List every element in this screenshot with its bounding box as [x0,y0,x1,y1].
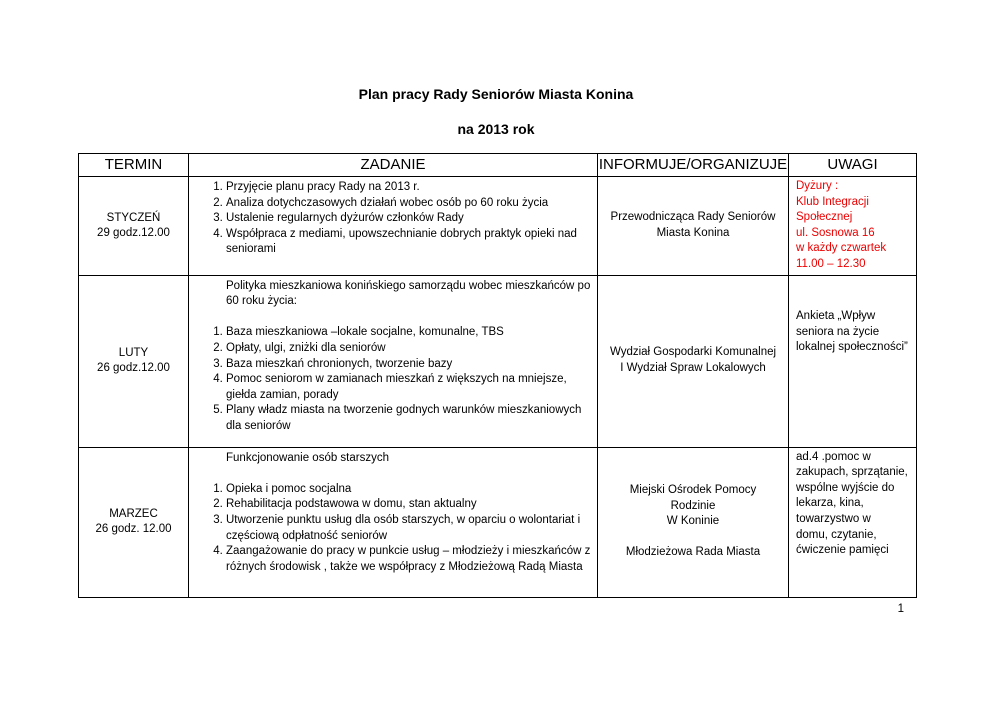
document-subtitle: na 2013 rok [457,121,535,137]
note-line: towarzystwo w [796,512,871,525]
note-line: Społecznej [796,211,853,224]
task-intro: Polityka mieszkaniowa konińskiego samorządu wobec mieszkańców po 60 roku życia: [226,279,591,308]
header-zadanie: ZADANIE [189,154,598,177]
org-line: Młodzieżowa Rada Miasta [625,546,761,559]
task-item: 1. Baza mieszkaniowa –lokale socjalne, komunalne, TBS [226,325,591,341]
term-time: 26 godz. 12.00 [95,523,172,536]
org-line: Miasta Konina [656,226,730,239]
task-item: 2. Opłaty, ulgi, zniżki dla seniorów [226,341,591,357]
note-line: ad.4 .pomoc w [796,450,871,463]
table-row [79,177,917,276]
task-list [197,180,591,258]
org-line: W Koninie [666,515,720,528]
page-number: 1 [897,603,904,615]
task-list [197,325,591,434]
org-cell [598,177,789,276]
note-line: w każdy czwartek [796,242,887,255]
org-cell [598,275,789,447]
task-item: 3. Ustalenie regularnych dyżurów członków Rady [226,211,591,227]
org-line: Wydział Gospodarki Komunalnej [609,346,777,359]
note-line: zakupach, sprzątanie, [796,466,908,479]
task-item: 1. Opieka i pomoc socjalna [226,482,591,498]
task-item: 2. Rehabilitacja podstawowa w domu, stan aktualny [226,497,591,513]
note-cell [789,275,917,447]
term-cell [79,447,189,597]
note-line: seniora na życie [796,325,880,338]
task-item: 3. Utworzenie punktu usług dla osób starszych, w oparciu o wolontariat i częściową odpłatność seniorów [226,513,591,544]
note-cell [789,177,917,276]
note-line: Klub Integracji [796,195,869,208]
task-item: 4. Zaangażowanie do pracy w punkcie usług – młodzieży i mieszkańców z różnych środowisk , także we współpracy z Młodzieżową Radą Miasta [226,544,591,575]
task-item: 3. Baza mieszkań chronionych, tworzenie bazy [226,357,591,373]
task-item: 4. Pomoc seniorom w zamianach mieszkań z większych na mniejsze, giełda zamian, porady [226,372,591,403]
note-line: Ankieta „Wpływ [796,310,876,323]
header-informuje: INFORMUJE/ORGANIZUJE [598,154,789,177]
note-line: Dyżury : [796,180,839,192]
header-row [79,154,917,177]
term-cell [79,275,189,447]
note-line: domu, czytanie, [796,528,877,541]
term-time: 29 godz.12.00 [97,226,170,239]
term-month: STYCZEŃ [106,211,161,224]
task-item: 2. Analiza dotychczasowych działań wobec osób po 60 roku życia [226,196,591,212]
note-line: ćwiczenie pamięci [796,544,889,557]
org-line [600,530,786,546]
org-line: Miejski Ośrodek Pomocy [629,484,757,497]
org-line: Przewodnicząca Rady Seniorów [610,211,776,224]
header-termin: TERMIN [79,154,189,177]
task-item: 1. Przyjęcie planu pracy Rady na 2013 r. [226,180,591,196]
task-item: 5. Plany władz miasta na tworzenie godnych warunków mieszkaniowych dla seniorów [226,403,591,434]
note-line: lekarza, kina, [796,497,864,510]
task-list [197,482,591,576]
term-month: LUTY [118,347,149,360]
note-cell [789,447,917,597]
note-line: wspólne wyjście do [796,481,895,494]
task-cell [189,275,598,447]
note-line: ul. Sosnowa 16 [796,226,875,239]
org-cell [598,447,789,597]
table-row [79,447,917,597]
document-title: Plan pracy Rady Seniorów Miasta Konina [358,86,634,102]
term-time: 26 godz.12.00 [97,362,170,375]
task-item: 4. Współpraca z mediami, upowszechnianie dobrych praktyk opieki nad seniorami [226,227,591,258]
task-cell [189,447,598,597]
task-intro: Funkcjonowanie osób starszych [226,451,389,464]
plan-table [78,153,917,598]
org-line: I Wydział Spraw Lokalowych [620,362,766,375]
note-line: 11.00 – 12.30 [796,257,866,270]
org-line: Rodzinie [670,499,716,512]
term-month: MARZEC [109,508,158,521]
task-cell [189,177,598,276]
term-cell [79,177,189,276]
note-line: lokalnej społeczności” [796,341,908,354]
header-uwagi: UWAGI [789,154,917,177]
table-row [79,275,917,447]
